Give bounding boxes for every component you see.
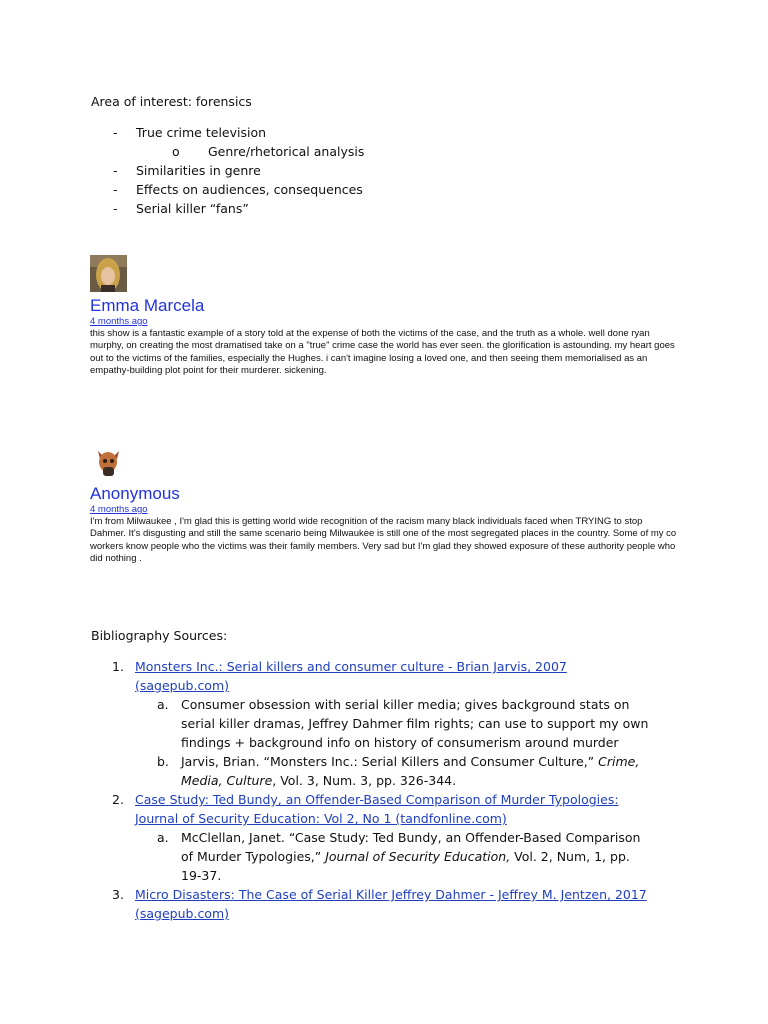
avatar[interactable]: [90, 443, 127, 480]
comment: [90, 255, 680, 377]
source-link[interactable]: Monsters Inc.: Serial killers and consumer culture - Brian Jarvis, 2007 (sagepub.com): [135, 659, 567, 693]
bullet-dash: -: [113, 163, 118, 178]
bibliography-list: [112, 657, 652, 923]
comment-timestamp[interactable]: 4 months ago: [90, 316, 148, 327]
comment-body: this show is a fantastic example of a story told at the expense of both the victims of the case, and the truth as a whole. well done ryan murphy, on creating the most dramatised take on a "true" crime case the world has ever seen. the glorification is astounding. my heart goes out to the victims of the families, especially the Hughes. i can't imagine losing a loved one, and then seeing them memorialised as an empathy-building plot point for their murderer. sickening.: [90, 328, 675, 376]
comment-author[interactable]: Anonymous: [90, 484, 180, 503]
bibliography-subitem: [112, 828, 652, 885]
bullet-text: Genre/rhetorical analysis: [208, 144, 365, 159]
bullet-text: Effects on audiences, consequences: [136, 182, 363, 197]
interest-heading: Area of interest: forensics: [91, 94, 252, 109]
bibliography-item: [112, 657, 652, 695]
avatar[interactable]: [90, 255, 127, 292]
item-number: 2.: [112, 792, 124, 807]
bullet-text: Serial killer “fans”: [136, 201, 249, 216]
bibliography-heading: Bibliography Sources:: [91, 628, 228, 643]
comment-timestamp[interactable]: 4 months ago: [90, 504, 148, 515]
bibliography-subitem: [112, 752, 652, 790]
citation-details: Vol. 2, Num, 1, pp. 19-37.: [181, 849, 630, 883]
item-number: 1.: [112, 659, 124, 674]
bullet-dash: -: [113, 182, 118, 197]
bullet-text: True crime television: [136, 125, 267, 140]
bullet-dash: -: [113, 125, 118, 140]
comment-author[interactable]: Emma Marcela: [90, 296, 205, 315]
subitem-text: Consumer obsession with serial killer media; gives background stats on serial killer dramas, Jeffrey Dahmer film rights; can use to support my own findings + background info on history of consumerism around murder: [181, 697, 649, 750]
bullet-circle: o: [172, 144, 180, 159]
comment-body: I'm from Milwaukee , I'm glad this is getting world wide recognition of the racism many black individuals faced when TRYING to stop Dahmer. It's disgusting and still the same scenario being Milwaukee is still one of the most segregated places in the country. Some of my co workers know people who the victims was their family members. Very sad but I'm glad they showed exposure of these authority people who did nothing .: [90, 516, 677, 564]
citation-text: Jarvis, Brian. “Monsters Inc.: Serial Killers and Consumer Culture,”: [181, 754, 599, 769]
comment: [90, 443, 680, 565]
bibliography-subitem: [112, 695, 652, 752]
subitem-letter: a.: [157, 697, 169, 712]
avatar-character-icon: [90, 443, 127, 480]
source-link[interactable]: Case Study: Ted Bundy, an Offender-Based Comparison of Murder Typologies: Journal of Security Education: Vol 2, No 1 (tandfonline.com): [135, 792, 619, 826]
bibliography-item: [112, 885, 652, 923]
journal-title: Crime, Media, Culture: [181, 754, 640, 788]
subitem-letter: b.: [157, 754, 169, 769]
source-link[interactable]: Micro Disasters: The Case of Serial Killer Jeffrey Dahmer - Jeffrey M. Jentzen, 2017 (sagepub.com): [135, 887, 647, 921]
item-number: 3.: [112, 887, 124, 902]
subitem-letter: a.: [157, 830, 169, 845]
bullet-text: Similarities in genre: [136, 163, 261, 178]
bibliography-item: [112, 790, 652, 828]
avatar-photo-icon: [90, 255, 127, 292]
citation-details: , Vol. 3, Num. 3, pp. 326-344.: [272, 773, 457, 788]
bullet-dash: -: [113, 201, 118, 216]
citation-text: McClellan, Janet. “Case Study: Ted Bundy, an Offender-Based Comparison of Murder Typologies,”: [181, 830, 641, 864]
journal-title: Journal of Security Education,: [325, 849, 511, 864]
